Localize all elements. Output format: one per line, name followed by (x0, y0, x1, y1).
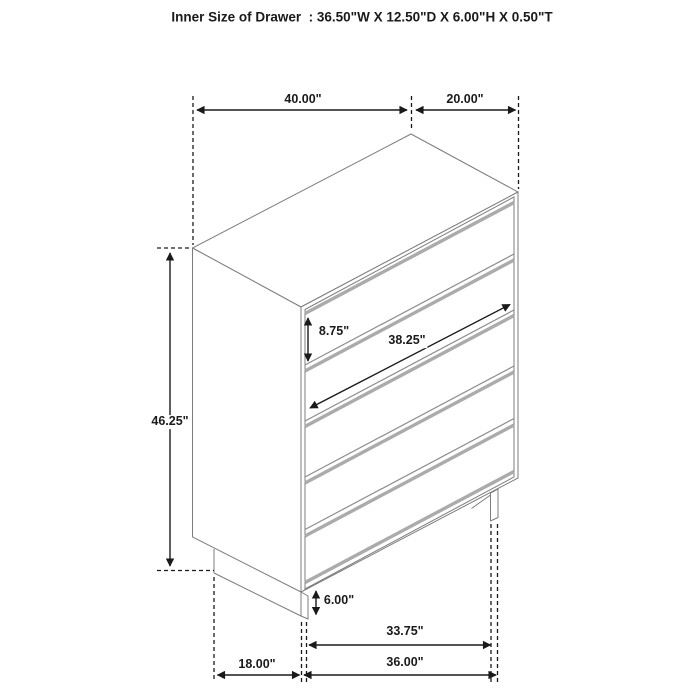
front-left-leg (301, 592, 308, 619)
label-base-width: 36.00" (386, 655, 424, 670)
label-top-depth: 20.00" (446, 92, 484, 107)
label-leg-height: 6.00" (323, 593, 355, 608)
label-overall-height: 46.25" (151, 414, 189, 429)
cabinet-outline (193, 134, 519, 619)
label-leg-span: 33.75" (386, 624, 424, 639)
label-base-depth: 18.00" (238, 657, 276, 672)
label-top-width: 40.00" (284, 92, 322, 107)
label-drawer-width: 38.25" (388, 333, 426, 348)
front-right-leg (491, 489, 499, 521)
diagram-title: Inner Size of Drawer : 36.50"W X 12.50"D X 6.00"H X 0.50"T (171, 9, 553, 25)
cabinet-left-face (193, 248, 302, 592)
label-drawer-height: 8.75" (318, 324, 350, 339)
